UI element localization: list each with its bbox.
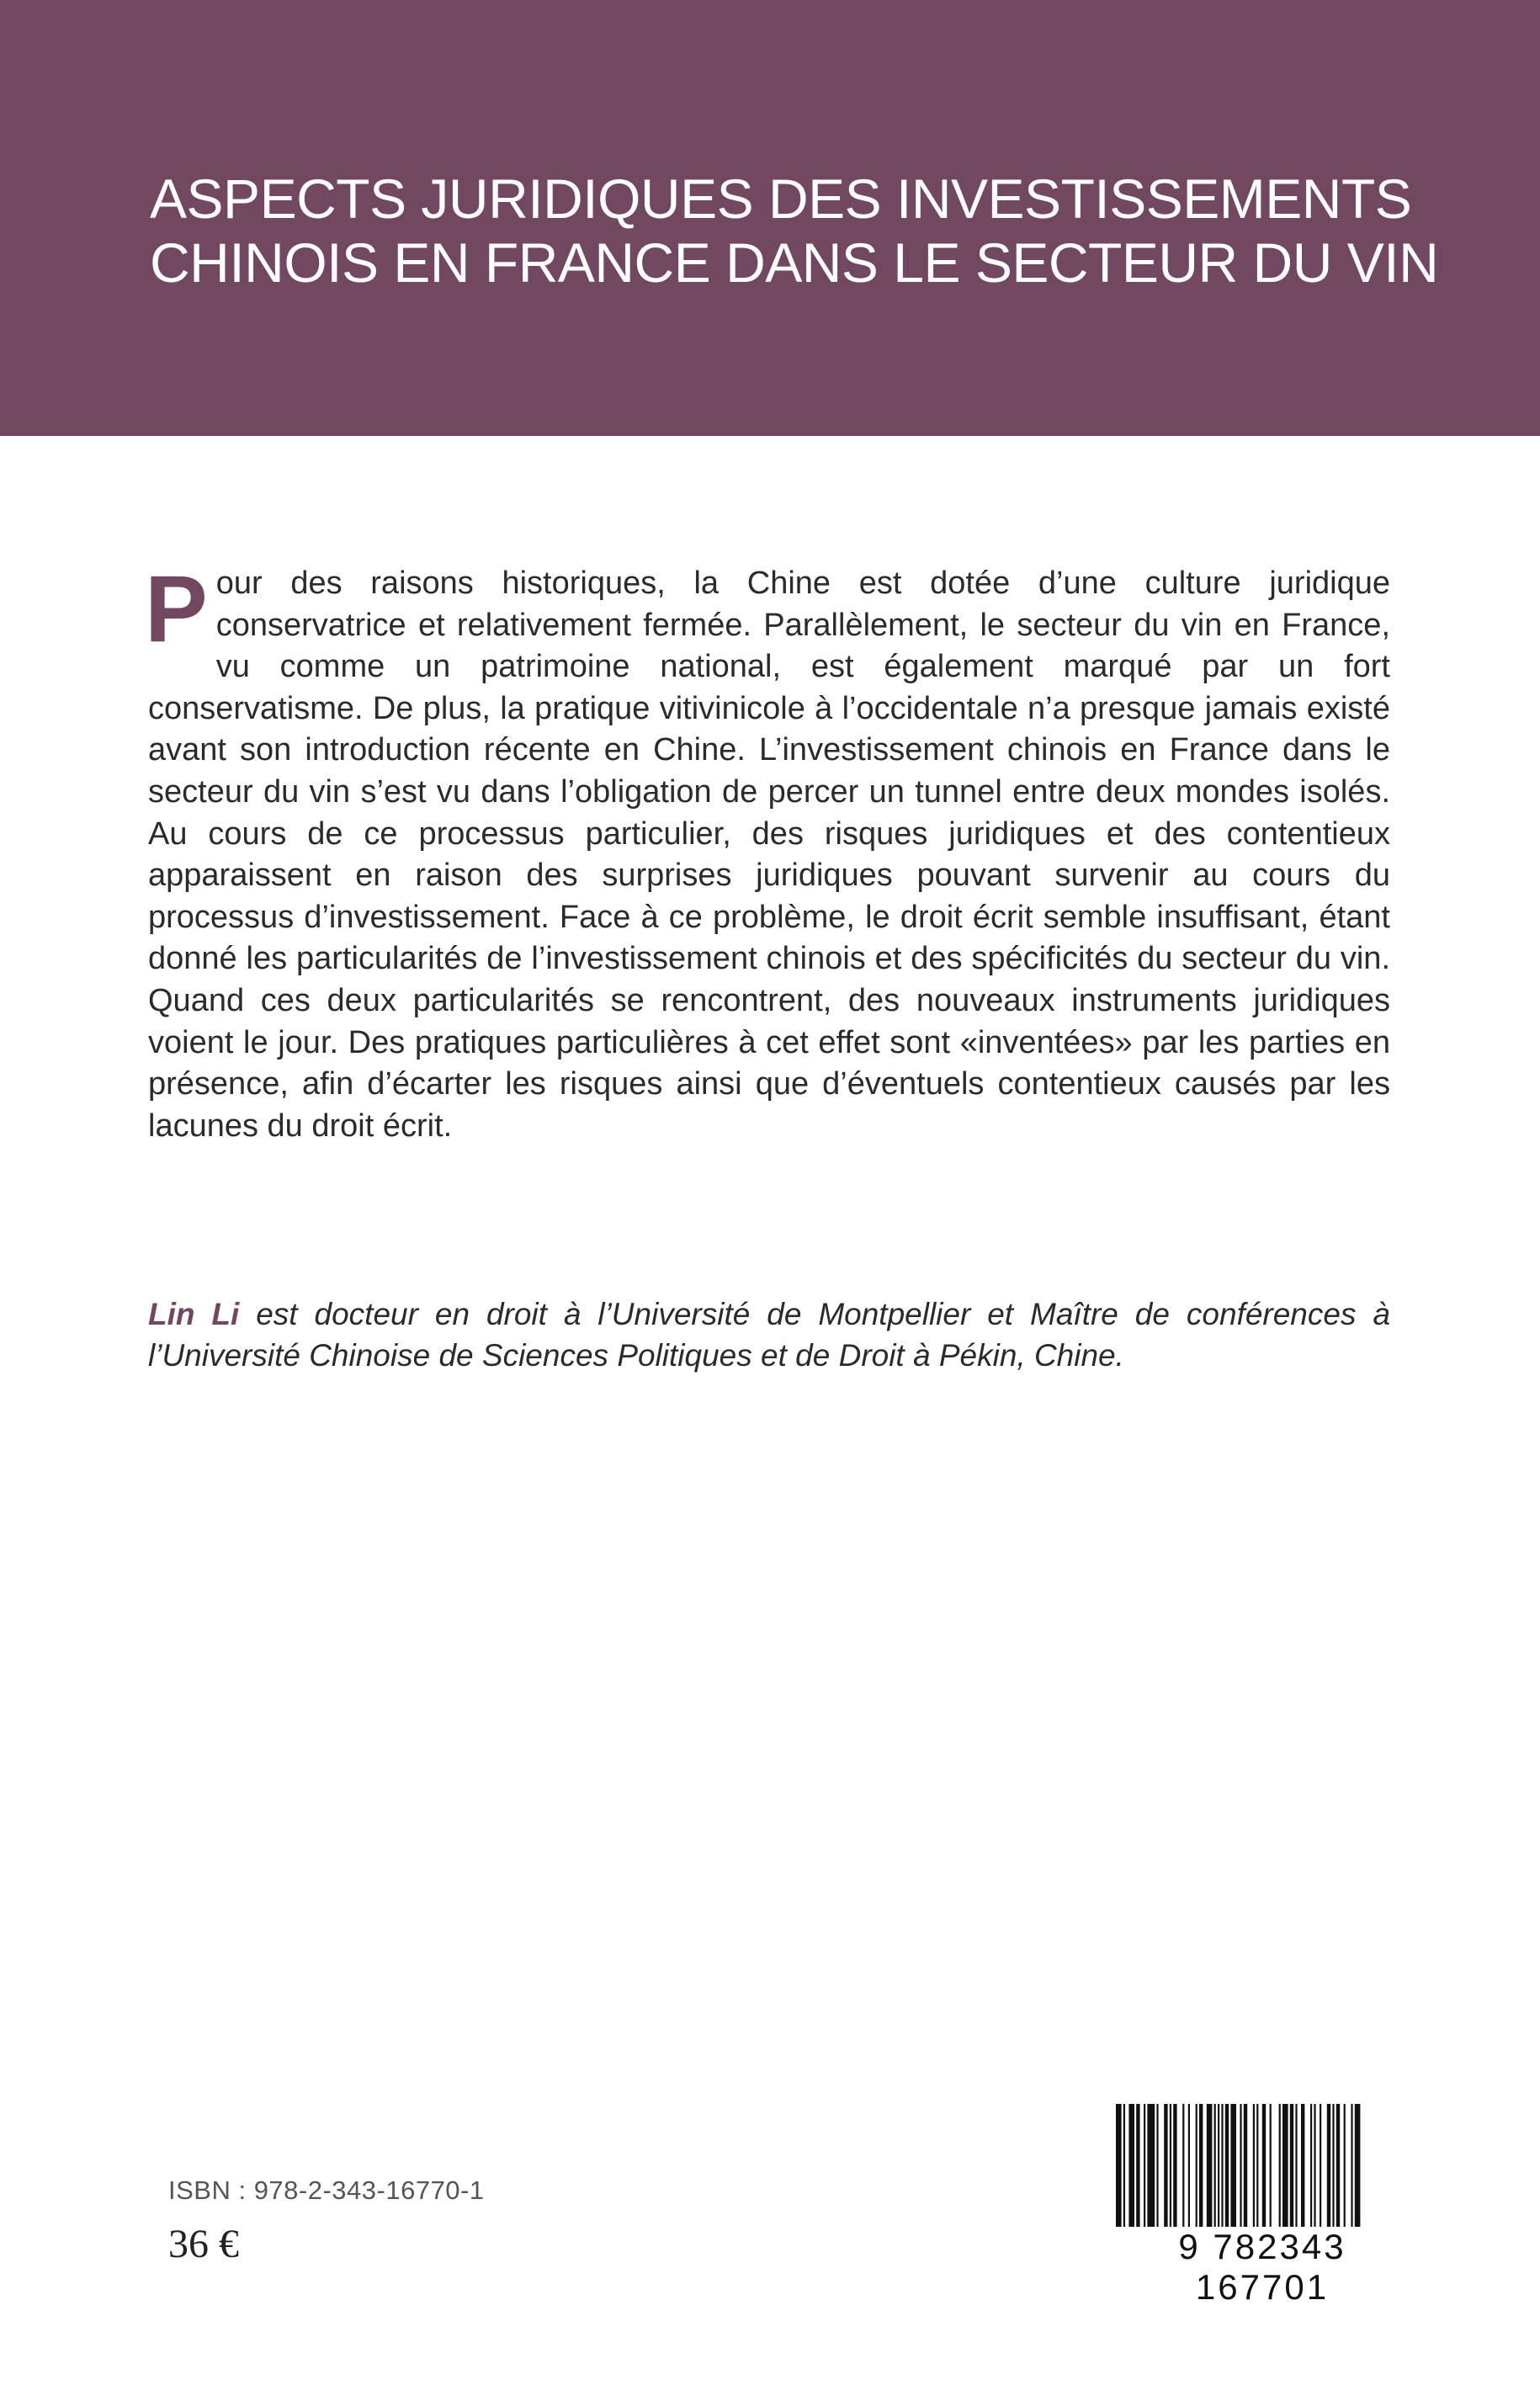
author-bio xyxy=(148,1293,1390,1376)
summary-text: our des raisons historiques, la Chine est dotée d’une culture juridique conservatrice et relativement fermée. Parallèlement, le secteur du vin en France, vu comme un patrimoine national, est également marqué par un fort conservatisme. De plus, la pratique vitivinicole à l’occidentale n’a presque jamais existé avant son introduction récente en Chine. L’investissement chinois en France dans le secteur du vin s’est vu dans l’obligation de percer un tunnel entre deux mondes isolés. Au cours de ce processus particulier, des risques juridiques et des contentieux apparaissent en raison des surprises juridiques pouvant survenir au cours du processus d’investissement. Face à ce problème, le droit écrit semble insuffisant, étant donné les particularités de l’investissement chinois et des spécificités du secteur du vin. Quand ces deux particularités se rencontrent, des nouveaux instruments juridiques voient le jour. Des pratiques particulières à cet effet sont «inventées» par les parties en présence, afin d’écarter les risques ainsi que d’éventuels contentieux causés par les lacunes du droit écrit. xyxy=(148,566,1390,1144)
book-summary xyxy=(145,556,1390,1147)
drop-cap-letter: P xyxy=(145,556,208,661)
book-title xyxy=(150,167,1463,295)
barcode xyxy=(1111,2104,1414,2307)
barcode-bars-icon xyxy=(1111,2104,1414,2230)
isbn-label: ISBN : 978-2-343-16770-1 xyxy=(168,2175,485,2205)
header-band xyxy=(0,0,1540,436)
price-label: 36 € xyxy=(168,2222,239,2266)
barcode-digits: 9 782343 167701 xyxy=(1111,2227,1414,2308)
author-bio-text: est docteur en droit à l’Université de Montpellier et Maître de conférences à l’Université Chinoise de Sciences Politiques et de Droit à Pékin, Chine. xyxy=(148,1297,1390,1373)
author-name: Lin Li xyxy=(148,1297,240,1331)
book-title-line-1: ASPECTS JURIDIQUES DES INVESTISSEMENTS xyxy=(150,167,1412,230)
book-title-line-2: CHINOIS EN FRANCE DANS LE SECTEUR DU VIN xyxy=(150,231,1439,294)
